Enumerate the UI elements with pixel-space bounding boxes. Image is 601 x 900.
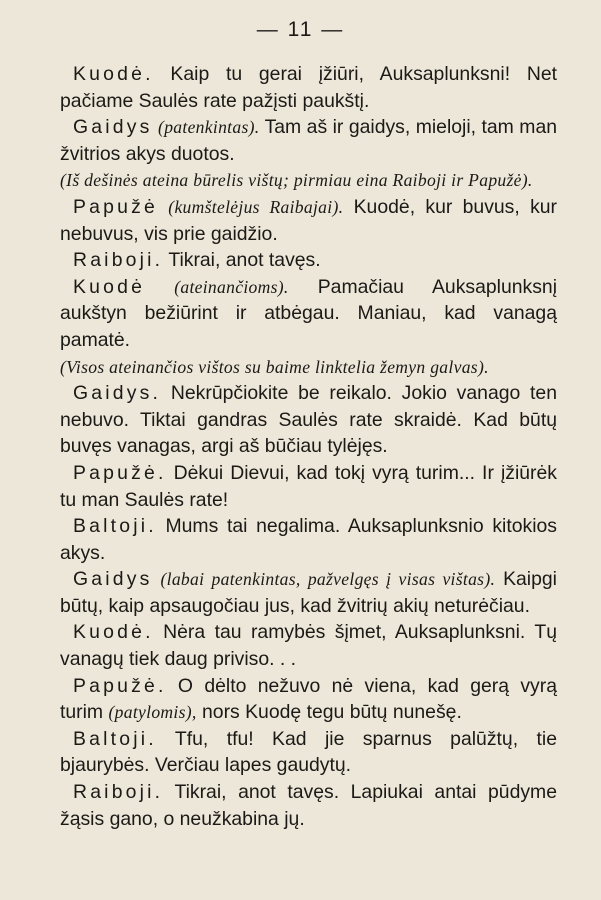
stage-direction: (Visos ateinančios vištos su baime linktelia žemyn galvas). xyxy=(60,356,489,377)
speaker-name: Baltoji. xyxy=(73,515,157,538)
spacer xyxy=(158,196,168,218)
line-text: nors Kuodę tegu būtų nunešę. xyxy=(196,701,462,724)
speech-paragraph xyxy=(60,460,557,513)
line-text: Kuodė, kur buvus, kur nebuvus, vis prie gaidžio. xyxy=(60,195,558,245)
speech-paragraph xyxy=(60,566,557,619)
stage-direction: (kumštelėjus Raibajai). xyxy=(168,196,344,217)
speech-paragraph xyxy=(60,779,557,832)
speaker-name: Raiboji. xyxy=(73,249,164,272)
line-text: Kaip tu gerai įžiūri, Auksaplunksni! Net pačiame Saulės rate pažįsti paukštį. xyxy=(60,63,557,112)
stage-direction: (patenkintas). xyxy=(158,117,260,138)
stage-direction: (ateinančioms). xyxy=(174,276,289,297)
play-text xyxy=(60,61,557,832)
line-text: Tfu, tfu! Kad jie sparnus palūžtų, tie bjaurybės. Verčiau lapes gaudytų. xyxy=(60,727,557,777)
speaker-name: Baltoji. xyxy=(73,727,157,750)
page-number: — 11 — xyxy=(256,18,345,41)
speaker-name: Papužė xyxy=(73,195,158,218)
speech-paragraph xyxy=(60,513,557,566)
speech-paragraph xyxy=(60,61,557,114)
stage-direction: (labai patenkintas, pažvelgęs į visas vištas). xyxy=(160,569,496,590)
speech-paragraph xyxy=(60,274,557,354)
speaker-name: Kuodė xyxy=(73,275,146,298)
line-text: Dėkui Dievui, kad tokį vyrą turim... Ir įžiūrėk tu man Saulės rate! xyxy=(60,461,557,511)
line-text: Pamačiau Auksaplunksnį aukštyn bežiūrint ir atbėgau. Maniau, kad vanagą pamatė. xyxy=(60,275,558,351)
speaker-name: Gaidys. xyxy=(73,382,162,405)
speech-paragraph xyxy=(60,380,557,460)
line-text: Nėra tau ramybės šįmet, Auksaplunksni. Tų vanagų tiek daug priviso. . . xyxy=(60,621,557,671)
speech-paragraph xyxy=(60,194,557,247)
line-text: Tikrai, anot tavęs. Lapiukai antai pūdyme žąsis gano, o neužkabina jų. xyxy=(60,781,557,830)
speaker-name: Kuodė. xyxy=(73,621,154,644)
line-text: Tam aš ir gaidys, mieloji, tam man žvitrios akys duotos. xyxy=(60,116,558,165)
speaker-name: Gaidys xyxy=(73,568,153,591)
line-text: Nekrūpčiokite be reikalo. Jokio vanago ten nebuvo. Tiktai gandras Saulės rate skraidė. Kad būtų buvęs vanagas, argi aš būčiau tylėjęs. xyxy=(60,382,557,458)
speech-paragraph xyxy=(60,114,557,167)
stage-direction-paragraph xyxy=(60,354,557,381)
stage-direction-paragraph xyxy=(60,167,557,194)
speaker-name: Raiboji. xyxy=(73,781,164,804)
speech-paragraph xyxy=(60,619,557,672)
speaker-name: Gaidys xyxy=(73,116,153,139)
speech-paragraph xyxy=(60,247,557,274)
stage-direction: (Iš dešinės ateina būrelis vištų; pirmiau eina Raiboji ir Papužė). xyxy=(60,170,533,191)
stage-direction: (patylomis), xyxy=(108,702,197,723)
line-text: O dėlto nežuvo nė viena, kad gerą vyrą turim xyxy=(60,674,557,724)
line-text: Tikrai, anot tavęs. xyxy=(163,249,321,272)
speech-paragraph xyxy=(60,726,557,779)
speaker-name: Kuodė. xyxy=(73,63,154,85)
speaker-name: Papužė. xyxy=(73,674,167,697)
line-text: Kaipgi būtų, kaip apsaugočiau jus, kad žvitrių akių neturėčiau. xyxy=(60,568,557,617)
spacer xyxy=(145,276,174,298)
speech-paragraph xyxy=(60,673,557,726)
speaker-name: Papužė. xyxy=(73,461,167,484)
line-text: Mums tai negalima. Auksaplunksnio kitokios akys. xyxy=(60,515,557,564)
